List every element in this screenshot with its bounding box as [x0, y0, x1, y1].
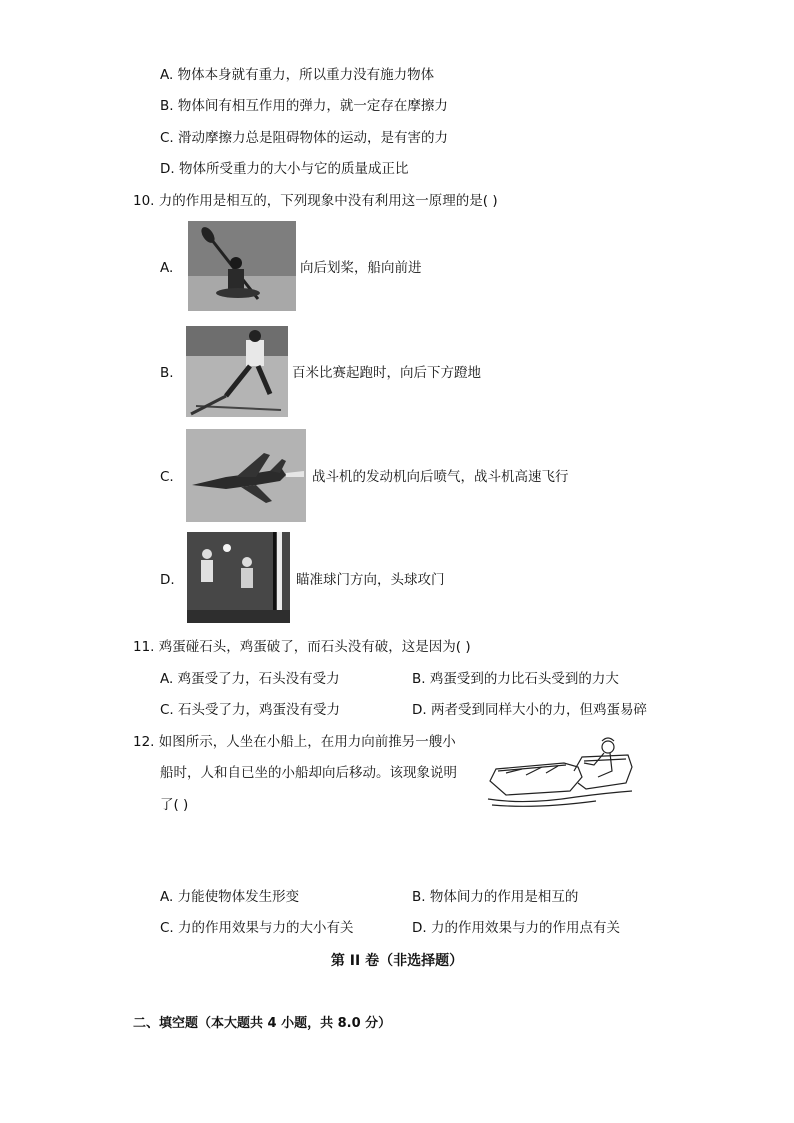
q10-stem: 10. 力的作用是相互的，下列现象中没有利用这一原理的是( ): [133, 193, 498, 209]
fighter-jet-photo: [186, 429, 306, 522]
kayak-photo: [188, 221, 296, 311]
q11-option-c: C. 石头受了力，鸡蛋没有受力: [160, 702, 341, 718]
q9-option-c: C. 滑动摩擦力总是阻碍物体的运动，是有害的力: [160, 130, 449, 146]
q10-option-c-letter: C.: [160, 469, 174, 485]
q12-option-b: B. 物体间力的作用是相互的: [412, 889, 579, 905]
q11-stem: 11. 鸡蛋碰石头，鸡蛋破了，而石头没有破，这是因为( ): [133, 639, 471, 655]
q9-option-d: D. 物体所受重力的大小与它的质量成正比: [160, 161, 409, 177]
q10-option-b-letter: B.: [160, 365, 174, 381]
q10-option-a-letter: A.: [160, 260, 174, 276]
q12-stem-line-1: 12. 如图所示，人坐在小船上，在用力向前推另一艘小: [133, 734, 456, 750]
q12-option-a: A. 力能使物体发生形变: [160, 889, 300, 905]
q9-option-a: A. 物体本身就有重力，所以重力没有施力物体: [160, 67, 435, 83]
q10-option-a-text: 向后划桨，船向前进: [300, 260, 422, 276]
q10-option-d-text: 瞄准球门方向，头球攻门: [296, 572, 445, 588]
q12-option-c: C. 力的作用效果与力的大小有关: [160, 920, 354, 936]
part-2-title: 第 II 卷（非选择题）: [330, 953, 464, 969]
q12-stem-line-3: 了( ): [160, 797, 189, 813]
section-2-heading: 二、填空题（本大题共 4 小题，共 8.0 分）: [133, 1016, 392, 1031]
q10-option-b-text: 百米比赛起跑时，向后下方蹬地: [292, 365, 481, 381]
soccer-header-photo: [187, 532, 290, 623]
q11-option-b: B. 鸡蛋受到的力比石头受到的力大: [412, 671, 619, 687]
q12-option-d: D. 力的作用效果与力的作用点有关: [412, 920, 620, 936]
sprint-start-photo: [186, 326, 288, 417]
q11-option-d: D. 两者受到同样大小的力，但鸡蛋易碎: [412, 702, 647, 718]
q10-option-d-letter: D.: [160, 572, 175, 588]
q12-stem-line-2: 船时，人和自已坐的小船却向后移动。该现象说明: [160, 765, 457, 781]
q9-option-b: B. 物体间有相互作用的弹力，就一定存在摩擦力: [160, 98, 448, 114]
boat-push-illustration: [486, 733, 634, 813]
q10-option-c-text: 战斗机的发动机向后喷气，战斗机高速飞行: [312, 469, 569, 485]
q11-option-a: A. 鸡蛋受了力，石头没有受力: [160, 671, 340, 687]
